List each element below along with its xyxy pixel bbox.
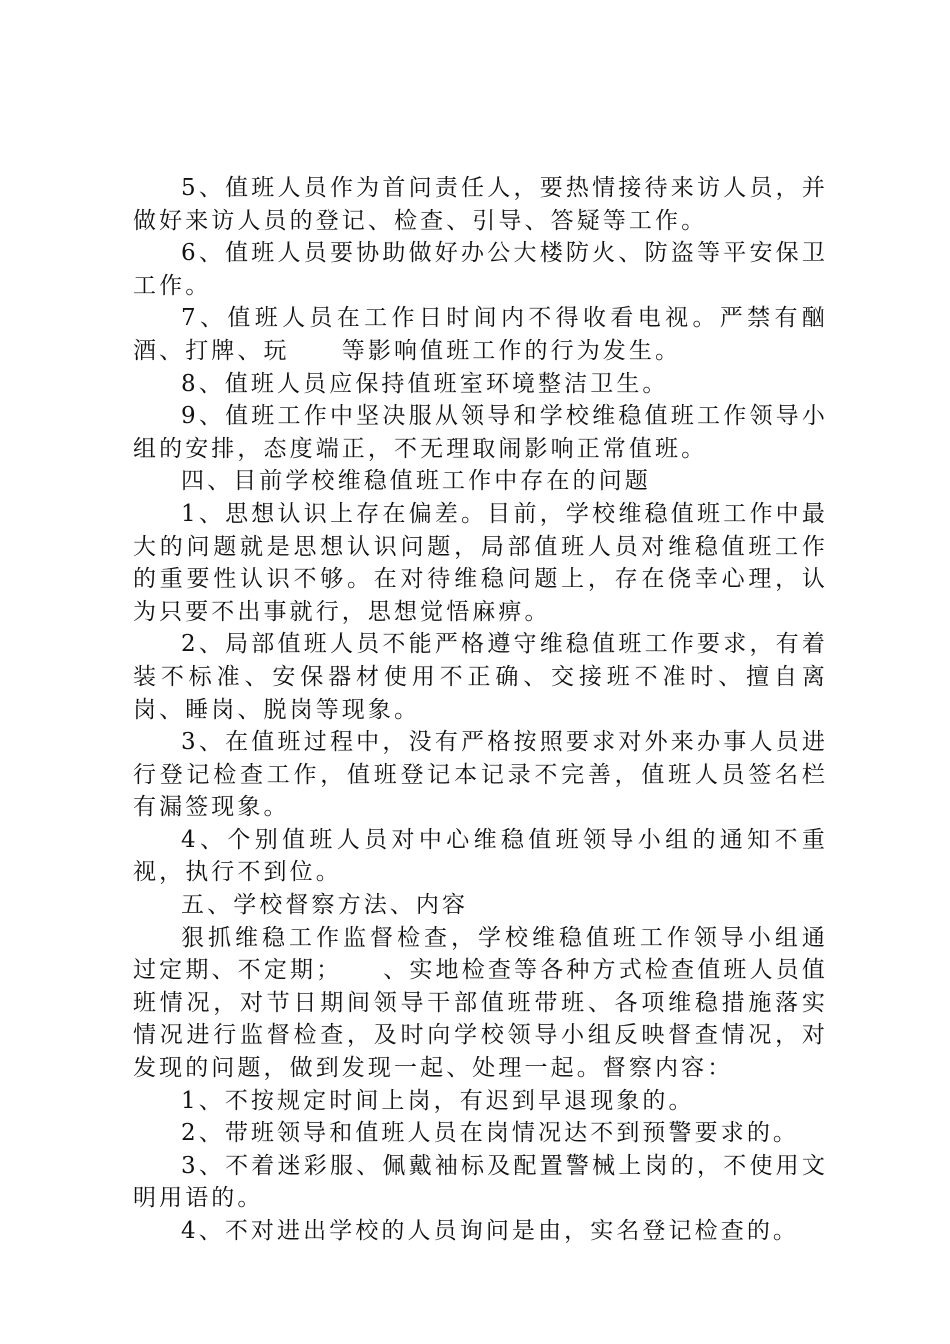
paragraph-duty-6: 6、值班人员要协助做好办公大楼防火、防盗等平安保卫工作。 bbox=[133, 240, 828, 299]
paragraph-duty-5: 5、值班人员作为首问责任人，要热情接待来访人员，并做好来访人员的登记、检查、引导、答疑等工作。 bbox=[133, 175, 828, 234]
paragraph-problem-2: 2、局部值班人员不能严格遵守维稳值班工作要求，有着装不标准、安保器材使用不正确、交接班不准时、擅自离岗、睡岗、脱岗等现象。 bbox=[133, 631, 828, 723]
document-body bbox=[133, 172, 828, 1248]
paragraph-duty-9: 9、值班工作中坚决服从领导和学校维稳值班工作领导小组的安排，态度端正，不无理取闹影响正常值班。 bbox=[133, 403, 828, 462]
paragraph-supervision-1: 1、不按规定时间上岗，有迟到早退现象的。 bbox=[181, 1087, 695, 1114]
paragraph-problem-4: 4、个别值班人员对中心维稳值班领导小组的通知不重视，执行不到位。 bbox=[133, 826, 828, 886]
section-heading-supervision: 五、学校督察方法、内容 bbox=[181, 892, 469, 919]
paragraph-duty-7: 7、值班人员在工作日时间内不得收看电视。严禁有酗酒、打牌、玩 等影响值班工作的行为发生。 bbox=[133, 305, 828, 364]
section-heading-problems: 四、目前学校维稳值班工作中存在的问题 bbox=[181, 468, 651, 495]
paragraph-supervision-2: 2、带班领导和值班人员在岗情况达不到预警要求的。 bbox=[181, 1120, 800, 1147]
paragraph-problem-3: 3、在值班过程中，没有严格按照要求对外来办事人员进行登记检查工作，值班登记本记录不完善，值班人员签名栏有漏签现象。 bbox=[133, 729, 828, 821]
paragraph-supervision-intro: 狠抓维稳工作监督检查，学校维稳值班工作领导小组通过定期、不定期； 、实地检查等各种方式检查值班人员值班情况，对节日期间领导干部值班带班、各项维稳措施落实情况进行监督检查，及时向学校领导小组反映督查情况，对发现的问题，做到发现一起、处理一起。督察内容： bbox=[133, 924, 828, 1082]
paragraph-supervision-4: 4、不对进出学校的人员询问是由，实名登记检查的。 bbox=[181, 1218, 800, 1244]
paragraph-duty-8: 8、值班人员应保持值班室环境整洁卫生。 bbox=[181, 370, 669, 397]
paragraph-supervision-3: 3、不着迷彩服、佩戴袖标及配置警械上岗的，不使用文明用语的。 bbox=[133, 1152, 828, 1212]
paragraph-problem-1: 1、思想认识上存在偏差。目前，学校维稳值班工作中最大的问题就是思想认识问题，局部值班人员对维稳值班工作的重要性认识不够。在对待维稳问题上，存在侥幸心理，认为只要不出事就行，思想觉悟麻痹。 bbox=[133, 500, 828, 625]
